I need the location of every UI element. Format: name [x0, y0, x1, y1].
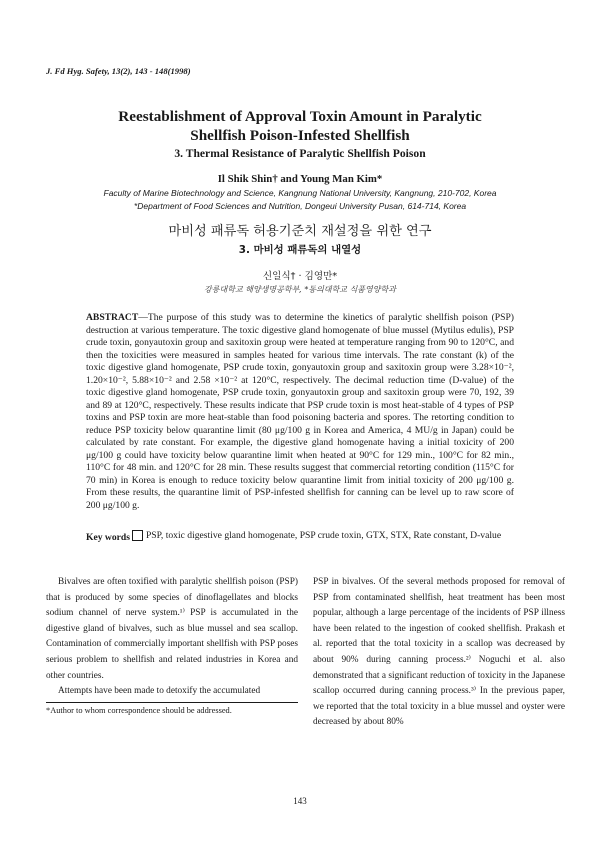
title-line-2: Shellfish Poison-Infested Shellfish — [190, 127, 410, 144]
checkbox-icon — [132, 530, 143, 541]
keywords-text: PSP, toxic digestive gland homogenate, PSP crude toxin, GTX, STX, Rate constant, D-value — [145, 530, 502, 541]
abstract-label: ABSTRACT — [86, 312, 139, 323]
authors: Il Shik Shin† and Young Man Kim* — [217, 173, 383, 185]
abstract-text: —The purpose of this study was to determine the kinetics of paralytic shellfish poison (PSP) destruction at various temperature. The toxic digestive gland homogenate of blue mussel (Mytilus edulis), PSP crude toxin, gonyautoxin group and saxitoxin group were heated at temperature ranging from 90 to 120°C, and then the toxicities were measured in samples heated for various time intervals. The rate constant (k) of the toxic digestive gland homogenate, PSP crude toxin, gonyautoxin group and saxitoxin group were 3.28×10⁻², 1.20×10⁻², 5.88×10⁻² and 2.58 ×10⁻² at 120°C, respectively. The decimal reduction time (D-value) of the toxic digestive gland homogenate, PSP crude toxin, gonyautoxin group and saxitoxin group were 70, 192, 39 and 89 at 120°C, respectively. These results indicate that PSP crude toxin is most heat-stable of 4 types of PSP toxins and PSP toxin are more heat-stable than food poisoning bacteria and spores. The retorting condition to reduce PSP toxicity below quarantine limit (80 μg/100 g in Korea and America, 4 MU/g in Japan) could be calculated by rate constant. For example, the digestive gland homogenate having a initial toxicity of 200 μg/100 g could have toxicity below quarantine limit when heated at 90°C for 129 min., 100°C for 82 min., 110°C for 48 min. and 120°C for 28 min. These results suggest that commercial retorting condition (115°C for 70 min) in Korea is enough to reduce toxicity below quarantine limit from initial toxicity of 200 μg/100 g. From these results, the quarantine limit of PSP-infested shellfish for canning can be level up to raw score of 200 μg/100 g. — [86, 312, 514, 511]
abstract — [86, 312, 514, 512]
korean-subtitle: 3. 마비성 패류독의 내열성 — [238, 244, 362, 256]
journal-citation: J. Fd Hyg. Safety, 13(2), 143 - 148(1998) — [46, 66, 191, 76]
footnote-divider — [46, 702, 298, 703]
korean-authors: 신일식† · 김영만* — [262, 271, 338, 282]
title-line-1: Reestablishment of Approval Toxin Amount in Paralytic — [118, 108, 482, 125]
right-column — [313, 575, 565, 731]
subtitle: 3. Thermal Resistance of Paralytic Shellfish Poison — [174, 147, 426, 160]
left-paragraph-2: Attempts have been made to detoxify the accumulated — [58, 686, 261, 697]
right-paragraph-1: PSP in bivalves. Of the several methods proposed for removal of PSP from contaminated shellfish, heat treatment has been most popular, although a large percentage of the incidents of PSP illness have been related to the ingestion of cooked shellfish. Prakash et al. reported that the total toxicity in a scallop was decreased by about 90% during canning process.²⁾ Noguchi et al. also demonstrated that a significant reduction of toxicity in the Japanese scallop occurred during canning process.³⁾ In the previous paper, we reported that the total toxicity in a blue mussel and oyster were decreased by about 80% — [313, 577, 565, 728]
korean-affiliation: 강릉대학교 해양생명공학부, *동의대학교 식품영양학과 — [204, 285, 396, 294]
keywords-label: Key words — [86, 532, 130, 543]
left-paragraph-1: Bivalves are often toxified with paralytic shellfish poison (PSP) that is produced by some species of dinoflagellates and blocks sodium channel of nerve system.¹⁾ PSP is accumulated in the digestive gland of bivalves, such as blue mussel and sea scallop. Contamination of commercially important shellfish with PSP poses serious problem to shellfish and related industries in Korea and other countries. — [46, 577, 298, 681]
korean-title: 마비성 패류독 허용기준치 재설정을 위한 연구 — [168, 224, 432, 239]
affiliation-1: Faculty of Marine Biotechnology and Science, Kangnung National University, Kangnung, 210-702, Korea — [103, 188, 497, 198]
footnote: *Author to whom correspondence should be addressed. — [46, 706, 232, 715]
keywords — [86, 530, 514, 545]
affiliation-2: *Department of Food Sciences and Nutrition, Dongeui University Pusan, 614-714, Korea — [133, 201, 467, 211]
page-number: 143 — [293, 796, 307, 806]
left-column — [46, 575, 298, 700]
